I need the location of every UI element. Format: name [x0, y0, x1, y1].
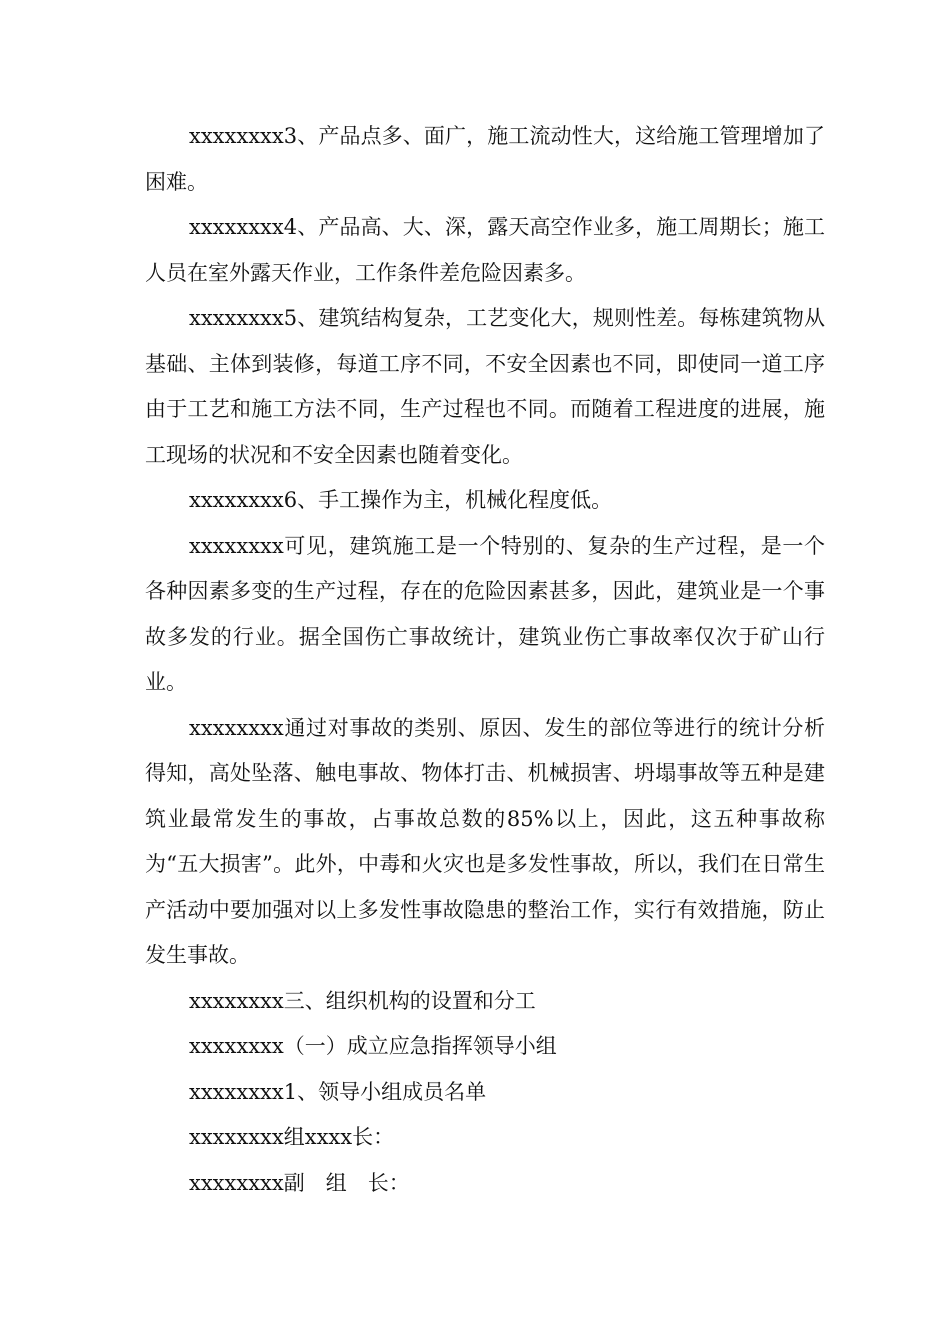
- paragraph-item-3: xxxxxxxx3、产品点多、面广，施工流动性大，这给施工管理增加了困难。: [145, 124, 825, 194]
- list-heading-members: xxxxxxxx1、领导小组成员名单: [189, 1079, 487, 1104]
- field-group-leader: xxxxxxxx组xxxx长：: [189, 1125, 395, 1149]
- paragraph-item-4: xxxxxxxx4、产品高、大、深，露天高空作业多，施工周期长；施工人员在室外露天作业，工作条件差危险因素多。: [145, 215, 825, 285]
- paragraph-summary: xxxxxxxx可见，建筑施工是一个特别的、复杂的生产过程，是一个各种因素多变的生产过程，存在的危险因素甚多，因此，建筑业是一个事故多发的行业。据全国伤亡事故统计，建筑业伤亡事故率仅次于矿山行业。: [145, 533, 825, 694]
- field-deputy-leader: xxxxxxxx副 组 长：: [189, 1170, 410, 1195]
- section-heading-organization: xxxxxxxx三、组织机构的设置和分工: [189, 988, 536, 1013]
- paragraph-item-6: xxxxxxxx6、手工操作为主，机械化程度低。: [189, 488, 613, 512]
- paragraph-accident-analysis: xxxxxxxx通过对事故的类别、原因、发生的部位等进行的统计分析得知，高处坠落、触电事故、物体打击、机械损害、坍塌事故等五种是建筑业最常发生的事故，占事故总数的85%以上，因此，这五种事故称为“五大损害”。此外，中毒和火灾也是多发性事故，所以，我们在日常生产活动中要加强对以上多发性事故隐患的整治工作，实行有效措施，防止发生事故。: [145, 715, 825, 967]
- paragraph-item-5: xxxxxxxx5、建筑结构复杂，工艺变化大，规则性差。每栋建筑物从基础、主体到装修，每道工序不同，不安全因素也不同，即使同一道工序由于工艺和施工方法不同，生产过程也不同。而随着工程进度的进展，施工现场的状况和不安全因素也随着变化。: [145, 306, 825, 467]
- subsection-heading-leading-group: xxxxxxxx（一）成立应急指挥领导小组: [189, 1034, 557, 1058]
- document-body: [145, 114, 825, 1206]
